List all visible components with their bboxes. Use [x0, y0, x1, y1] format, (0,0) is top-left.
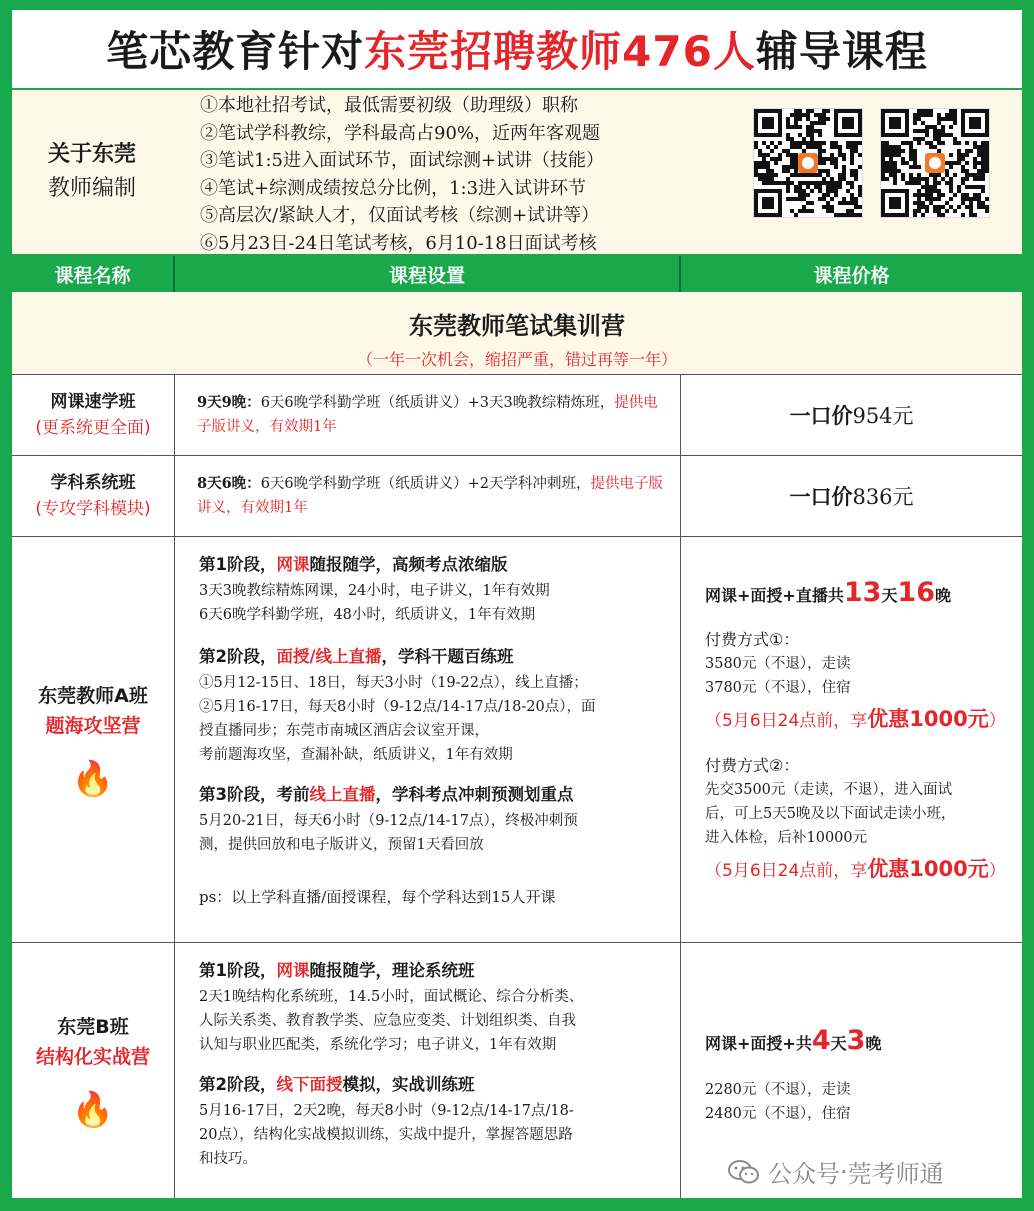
course-price-cell: 网课+面授+直播共13天16晚 付费方式①： 3580元（不退），走读 3780元（不退），住宿 （5月6日24点前，享优惠1000元） 付费方式②： 先交3500元（走读，不退），进入面试 后，可上5天5晚及以下面试走读小班， 进入体检，后补10000元 （5月6日24点前，享优惠1000元） — [681, 537, 1022, 942]
course-setup-cell: 8天6晚：6天6晚学科勤学班（纸质讲义）+2天学科冲刺班，提供电子版讲义，有效期1年 — [175, 456, 681, 536]
about-point: ②笔试学科教综，学科最高占90%，近两年客观题 — [200, 122, 601, 144]
page-title: 笔芯教育针对东莞招聘教师476人辅导课程 — [106, 27, 928, 76]
course-name-cell: 东莞B班 结构化实战营 🔥 — [12, 943, 175, 1198]
qr-code-icon — [880, 108, 990, 218]
course-setup-cell: 9天9晚：6天6晚学科勤学班（纸质讲义）+3天3晚教综精炼班，提供电子版讲义，有效期1年 — [175, 375, 681, 455]
about-points — [200, 92, 604, 257]
table-row — [12, 374, 1022, 455]
table-row — [12, 536, 1022, 942]
discount-note: （5月6日24点前，享优惠1000元） — [705, 857, 1006, 881]
title-bar — [12, 10, 1022, 88]
about-point: ①本地社招考试，最低需要初级（助理级）职称 — [200, 95, 578, 116]
title-highlight: 东莞招聘教师476人 — [364, 27, 756, 76]
about-label: 关于东莞 教师编制 — [47, 142, 136, 201]
watermark: 公众号 · 莞考师通 — [728, 1154, 944, 1189]
discount-note: （5月6日24点前，享优惠1000元） — [705, 707, 1006, 731]
combo-summary: 网课+面授+共4天3晚 — [705, 1025, 882, 1056]
camp-title: 东莞教师笔试集训营 — [409, 312, 625, 340]
camp-subtitle: （一年一次机会，缩招严重，错过再等一年） — [356, 350, 677, 369]
about-section — [12, 90, 1022, 254]
course-setup-cell: 第1阶段，网课随报随学，高频考点浓缩版 3天3晚教综精炼网课，24小时，电子讲义，1年有效期 6天6晚学科勤学班，48小时，纸质讲义，1年有效期 第2阶段，面授/线上直播，学科干题百练班 ①5月12-15日、18日，每天3小时（19-22点），线上直播； ②5月16-17日，每天8小时（9-12点/14-17点/18-20点），面 授直播同步；东莞市南城区酒店会议室开课， 考前题海攻坚，查漏补缺，纸质讲义，1年有效期 第3阶段，考前线上直播，学科考点冲刺预测划重点 5月20-21日，每天6小时（9-12点/14-17点），终极冲刺预 测，提供回放和电子版讲义，预留1天看回放 ps：以上学科直播/面授课程，每个学科达到15人开课 — [175, 537, 681, 942]
about-point: ③笔试1:5进入面试环节，面试综测+试讲（技能） — [200, 150, 605, 171]
course-name-cell: 学科系统班 (专攻学科模块) — [12, 456, 175, 536]
combo-summary: 网课+面授+直播共13天16晚 — [705, 577, 952, 608]
table-header — [12, 256, 1022, 292]
wechat-icon — [728, 1159, 760, 1185]
header-course-price: 课程价格 — [813, 264, 890, 287]
course-name-cell: 网课速学班 (更系统更全面) — [12, 375, 175, 455]
fire-icon: 🔥 — [71, 1089, 115, 1130]
course-table — [12, 292, 1022, 1198]
header-course-name: 课程名称 — [12, 256, 175, 292]
about-point: ⑤高层次/紧缺人才，仅面试考核（综测+试讲等） — [200, 205, 600, 226]
header-course-setup: 课程设置 — [175, 256, 681, 292]
qr-code-icon — [753, 108, 863, 218]
course-price-cell: 网课+面授+共4天3晚 2280元（不退），走读 2480元（不退），住宿 — [681, 943, 1022, 1198]
course-price-cell: 一口价 954元 — [789, 404, 914, 428]
course-price-cell: 一口价 836元 — [789, 485, 914, 509]
table-row — [12, 455, 1022, 536]
about-point: ⑥5月23日-24日笔试考核，6月10-18日面试考核 — [200, 232, 597, 254]
fire-icon: 🔥 — [71, 758, 115, 799]
ps-note: ps：以上学科直播/面授课程，每个学科达到15人开课 — [199, 888, 556, 906]
course-name-cell: 东莞教师A班 题海攻坚营 🔥 — [12, 537, 175, 942]
about-point: ④笔试+综测成绩按总分比例，1:3进入试讲环节 — [200, 177, 587, 199]
course-setup-cell: 第1阶段，网课随报随学，理论系统班 2天1晚结构化系统班，14.5小时，面试概论、综合分析类、 人际关系类、教育教学类、应急应变类、计划组织类、自我 认知与职业匹配类，系统化学习；电子讲义，1年有效期 第2阶段，线下面授模拟，实战训练班 5月16-17日，2天2晚，每天8小时（9-12点/14-17点/18- 20点），结构化实战模拟训练，实战中提升，掌握答题思路 和技巧。 — [175, 943, 681, 1198]
camp-banner — [12, 292, 1022, 374]
